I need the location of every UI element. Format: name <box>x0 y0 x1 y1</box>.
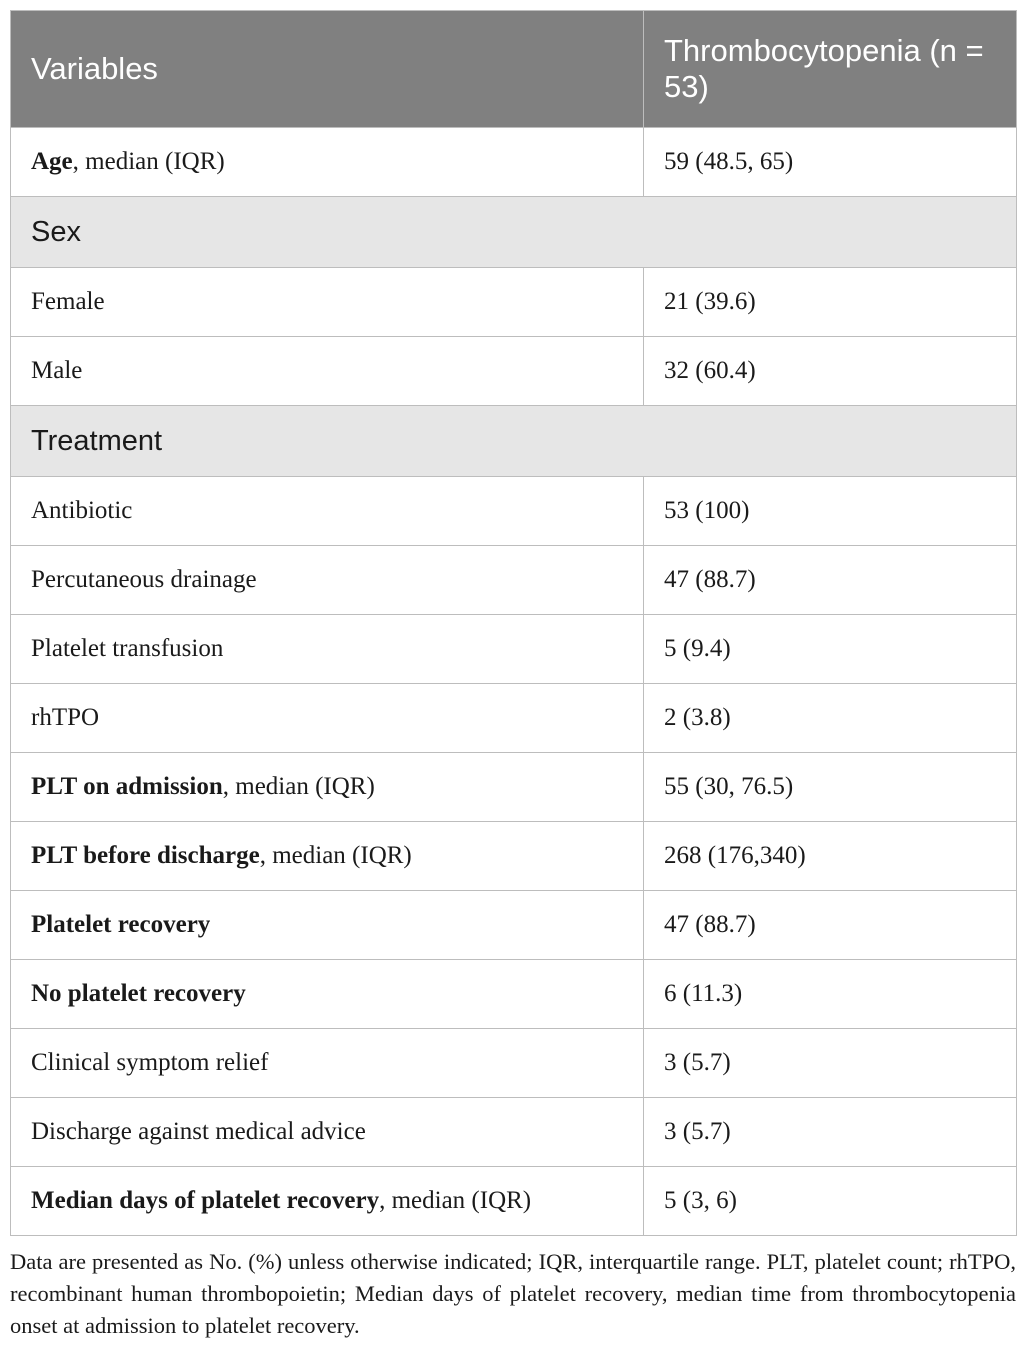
variable-cell <box>11 128 644 197</box>
table-container <box>10 10 1016 1236</box>
variable-cell <box>11 546 644 615</box>
variable-cell <box>11 891 644 960</box>
variable-label: , median (IQR) <box>222 773 375 800</box>
variable-label: Antibiotic <box>31 497 133 524</box>
variable-cell <box>11 615 644 684</box>
table-row <box>11 615 1017 684</box>
variable-label: Female <box>31 288 105 315</box>
table-row <box>11 1098 1017 1167</box>
variable-bold-label: No platelet recovery <box>31 980 246 1007</box>
value-cell: 59 (48.5, 65) <box>644 128 1017 197</box>
variable-bold-label: PLT on admission <box>31 773 223 800</box>
table-row <box>11 128 1017 197</box>
variable-bold-label: Age <box>31 148 73 175</box>
variable-cell <box>11 1098 644 1167</box>
table-row <box>11 684 1017 753</box>
value-cell: 268 (176,340) <box>644 822 1017 891</box>
table-row <box>11 1167 1017 1236</box>
section-label: Treatment <box>11 406 1017 477</box>
section-row <box>11 406 1017 477</box>
table-row <box>11 1029 1017 1098</box>
variable-cell <box>11 268 644 337</box>
variable-cell <box>11 753 644 822</box>
table-row <box>11 477 1017 546</box>
value-cell: 6 (11.3) <box>644 960 1017 1029</box>
table-footnote: Data are presented as No. (%) unless otherwise indicated; IQR, interquartile range. PLT, platelet count; rhTPO, recombinant human thrombopoietin; Median days of platelet recovery, median time from thrombocytopenia onset at admission to platelet recovery. <box>10 1249 1016 1338</box>
variable-cell <box>11 960 644 1029</box>
variable-label: , median (IQR) <box>259 842 412 869</box>
header-variables: Variables <box>11 11 644 128</box>
value-cell: 3 (5.7) <box>644 1029 1017 1098</box>
value-cell: 53 (100) <box>644 477 1017 546</box>
variable-label: Male <box>31 357 83 384</box>
value-cell: 5 (9.4) <box>644 615 1017 684</box>
variable-label: Discharge against medical advice <box>31 1118 366 1145</box>
variable-cell <box>11 1167 644 1236</box>
table-row <box>11 822 1017 891</box>
variable-label: Clinical symptom relief <box>31 1049 269 1076</box>
variable-bold-label: PLT before discharge <box>31 842 260 869</box>
table-body <box>11 128 1017 1236</box>
variable-label: Platelet transfusion <box>31 635 224 662</box>
table-row <box>11 891 1017 960</box>
variable-bold-label: Median days of platelet recovery <box>31 1187 380 1214</box>
variable-bold-label: Platelet recovery <box>31 911 211 938</box>
value-cell: 47 (88.7) <box>644 546 1017 615</box>
value-cell: 32 (60.4) <box>644 337 1017 406</box>
data-table <box>10 10 1017 1236</box>
section-label: Sex <box>11 197 1017 268</box>
section-row <box>11 197 1017 268</box>
variable-label: , median (IQR) <box>379 1187 532 1214</box>
table-row <box>11 960 1017 1029</box>
variable-label: , median (IQR) <box>72 148 225 175</box>
table-row <box>11 753 1017 822</box>
value-cell: 5 (3, 6) <box>644 1167 1017 1236</box>
value-cell: 21 (39.6) <box>644 268 1017 337</box>
table-row <box>11 337 1017 406</box>
variable-cell <box>11 822 644 891</box>
variable-cell <box>11 684 644 753</box>
value-cell: 3 (5.7) <box>644 1098 1017 1167</box>
value-cell: 55 (30, 76.5) <box>644 753 1017 822</box>
header-thrombocytopenia: Thrombocytopenia (n = 53) <box>644 11 1017 128</box>
table-header-row <box>11 11 1017 128</box>
table-row <box>11 546 1017 615</box>
variable-label: rhTPO <box>31 704 100 731</box>
table-row <box>11 268 1017 337</box>
variable-cell <box>11 1029 644 1098</box>
value-cell: 47 (88.7) <box>644 891 1017 960</box>
variable-cell <box>11 477 644 546</box>
variable-cell <box>11 337 644 406</box>
value-cell: 2 (3.8) <box>644 684 1017 753</box>
variable-label: Percutaneous drainage <box>31 566 257 593</box>
